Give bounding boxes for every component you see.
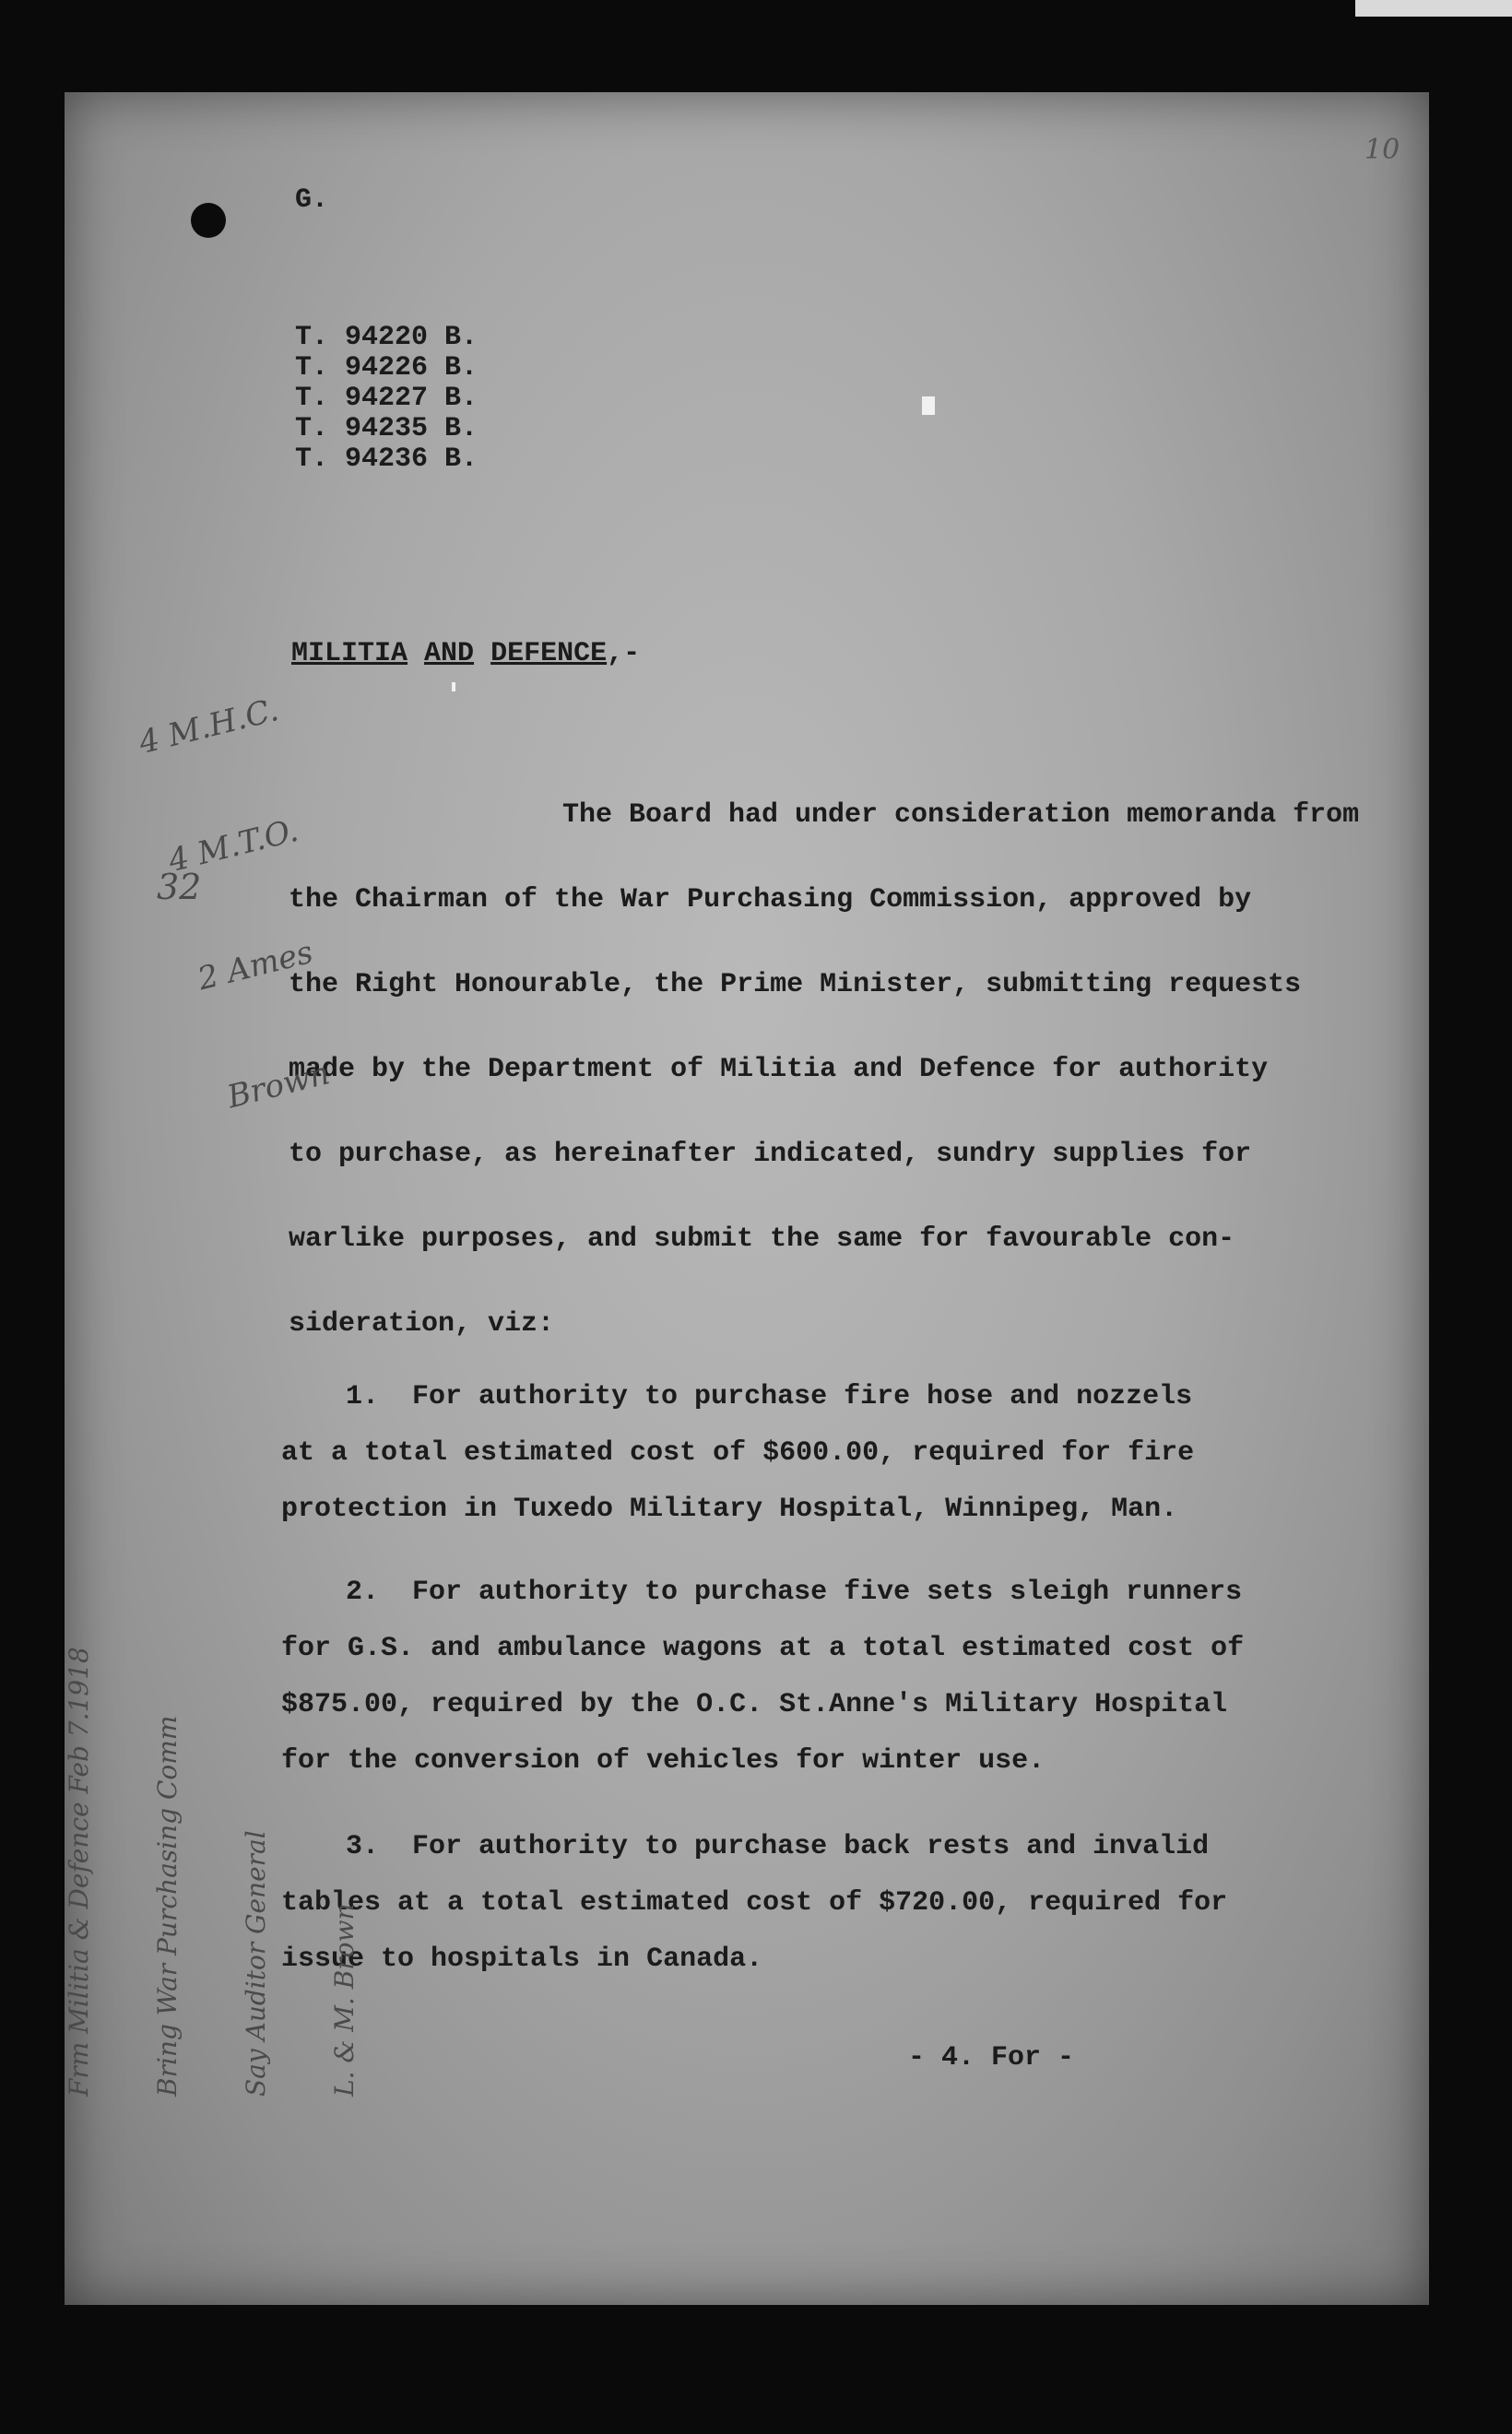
reference-item: T. 94227 B.	[295, 383, 478, 414]
note-line: Bring War Purchasing Comm	[152, 1715, 183, 2097]
punch-hole-icon	[191, 203, 226, 238]
note-line: Frm Militia & Defence Feb 7.1918	[64, 1647, 94, 2097]
heading-word: AND	[424, 638, 475, 669]
reference-item: T. 94226 B.	[295, 352, 478, 384]
film-edge-strip	[1355, 0, 1512, 17]
item-line: 1. For authority to purchase fire hose and nozzels	[346, 1381, 1193, 1412]
note-line: L. & M. Brown	[329, 1903, 360, 2097]
document-page	[65, 92, 1429, 2305]
paragraph-line: the Chairman of the War Purchasing Commission, approved by	[289, 884, 1252, 916]
paragraph-line: The Board had under consideration memoranda from	[562, 799, 1360, 831]
paragraph-line: to purchase, as hereinafter indicated, sundry supplies for	[289, 1139, 1252, 1170]
film-speck	[452, 682, 455, 691]
item-line: 2. For authority to purchase five sets sleigh runners	[346, 1577, 1243, 1608]
item-line: protection in Tuxedo Military Hospital, Winnipeg, Man.	[281, 1494, 1178, 1525]
page-number: 10	[1364, 134, 1400, 166]
paragraph-line: sideration, viz:	[289, 1308, 555, 1340]
reference-item: T. 94236 B.	[295, 443, 478, 475]
item-line: at a total estimated cost of $600.00, required for fire	[281, 1437, 1195, 1469]
paragraph-line: warlike purposes, and submit the same for favourable con-	[289, 1223, 1235, 1255]
heading-word: MILITIA	[291, 638, 408, 669]
item-line: $875.00, required by the O.C. St.Anne's Military Hospital	[281, 1689, 1228, 1720]
letter-code: G.	[295, 184, 329, 216]
section-heading	[291, 638, 640, 669]
note-line: 4 M.H.C.	[135, 691, 283, 762]
numbered-item-1	[281, 1369, 1415, 1538]
continuation-marker: - 4. For -	[908, 2042, 1075, 2074]
film-speck	[922, 396, 935, 415]
note-line: 4 M.T.O.	[164, 811, 302, 880]
note-line: 2 Ames	[194, 933, 317, 998]
item-line: issue to hospitals in Canada.	[281, 1944, 763, 1975]
numbered-item-3	[281, 1819, 1415, 1988]
intro-paragraph	[289, 773, 1413, 1366]
reference-item: T. 94235 B.	[295, 413, 478, 444]
paragraph-line: made by the Department of Militia and Defence for authority	[289, 1054, 1269, 1085]
item-line: 3. For authority to purchase back rests and invalid	[346, 1831, 1210, 1862]
note-line: Brown	[223, 1055, 334, 1117]
reference-item: T. 94220 B.	[295, 322, 478, 353]
item-line: for the conversion of vehicles for winter use.	[281, 1745, 1045, 1777]
item-line: for G.S. and ambulance wagons at a total estimated cost of	[281, 1633, 1245, 1664]
item-line: tables at a total estimated cost of $720.00, required for	[281, 1887, 1228, 1919]
paragraph-line: the Right Honourable, the Prime Minister, submitting requests	[289, 969, 1302, 1000]
note-line: Say Auditor General	[241, 1830, 271, 2097]
reference-list	[295, 323, 478, 475]
handwritten-note-vertical	[6, 1377, 419, 2097]
numbered-item-2	[281, 1565, 1415, 1790]
handwritten-number: 32	[157, 867, 202, 907]
heading-suffix: ,-	[607, 638, 641, 669]
heading-word: DEFENCE	[490, 638, 608, 669]
